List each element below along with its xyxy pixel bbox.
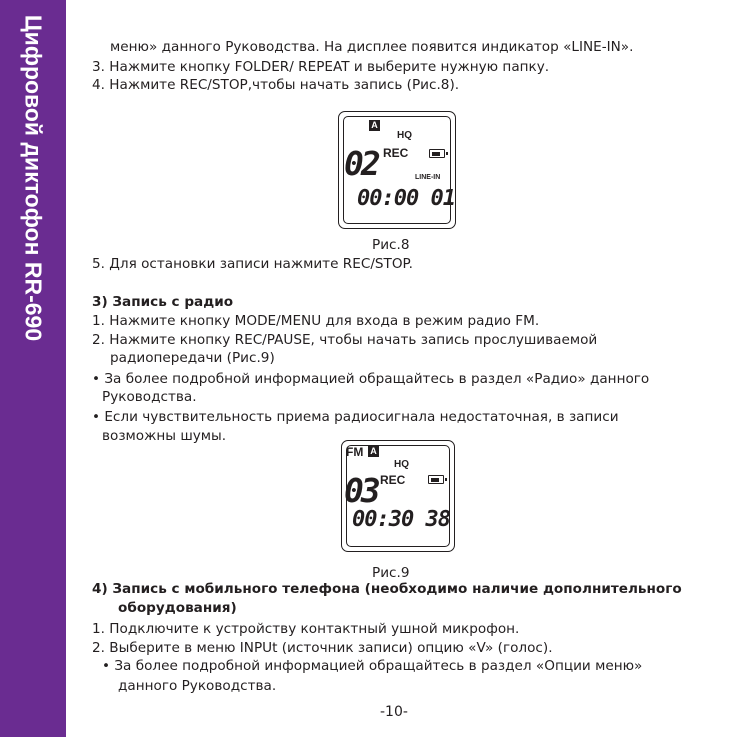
- battery-icon: [428, 475, 444, 484]
- track-number: 02: [344, 144, 378, 183]
- step-3: 3. Нажмите кнопку FOLDER/ REPEAT и выберите нужную папку.: [92, 59, 550, 75]
- time-counter: 00:00 01: [357, 186, 455, 211]
- section-4-heading-cont: оборудования): [118, 600, 237, 616]
- rec-indicator: REC: [383, 146, 409, 160]
- text-line: меню» данного Руководства. На дисплее появится индикатор «LINE-IN».: [110, 39, 634, 55]
- radio-step-1: 1. Нажмите кнопку MODE/MENU для входа в режим радио FM.: [92, 313, 540, 329]
- phone-step-2: 2. Выберите в меню INPUt (источник записи) опцию «V» (голос).: [92, 640, 553, 656]
- phone-note: • За более подробной информацией обращайтесь в раздел «Опции меню»: [102, 658, 643, 674]
- section-3-heading: 3) Запись с радио: [92, 294, 234, 310]
- radio-step-2-cont: радиопередачи (Рис.9): [110, 350, 275, 366]
- sidebar-title: Цифровой диктофон RR-690: [20, 14, 47, 342]
- rec-indicator: REC: [380, 473, 406, 487]
- page-number: -10-: [380, 704, 408, 720]
- track-number: 03: [344, 471, 378, 510]
- battery-icon: [429, 149, 445, 158]
- folder-a-indicator: A: [369, 120, 380, 131]
- radio-note-1: • За более подробной информацией обращайтесь в раздел «Радио» данного: [92, 371, 650, 387]
- line-in-indicator: LINE-IN: [415, 174, 441, 181]
- radio-note-2: • Если чувствительность приема радиосигнала недостаточная, в записи: [92, 409, 619, 425]
- radio-step-2: 2. Нажмите кнопку REC/PAUSE, чтобы начать запись прослушиваемой: [92, 332, 598, 348]
- folder-a-indicator: A: [368, 446, 379, 457]
- quality-indicator: HQ: [397, 130, 412, 141]
- section-4-heading: 4) Запись с мобильного телефона (необходимо наличие дополнительного: [92, 581, 682, 597]
- lcd-display-fig8: [338, 111, 456, 229]
- step-5: 5. Для остановки записи нажмите REC/STOP.: [92, 256, 413, 272]
- time-counter: 00:30 38: [352, 507, 450, 532]
- figure-9-caption: Рис.9: [372, 565, 410, 581]
- fm-indicator: FM: [346, 445, 364, 459]
- radio-note-2-cont: возможны шумы.: [102, 428, 227, 444]
- phone-note-cont: данного Руководства.: [118, 678, 277, 694]
- step-4: 4. Нажмите REC/STOP,чтобы начать запись (Рис.8).: [92, 77, 460, 93]
- quality-indicator: HQ: [394, 459, 409, 470]
- lcd-display-fig9: [341, 440, 455, 552]
- figure-8-caption: Рис.8: [372, 237, 410, 253]
- sidebar-band: [0, 0, 66, 737]
- radio-note-1-cont: Руководства.: [102, 389, 197, 405]
- phone-step-1: 1. Подключите к устройству контактный ушной микрофон.: [92, 621, 520, 637]
